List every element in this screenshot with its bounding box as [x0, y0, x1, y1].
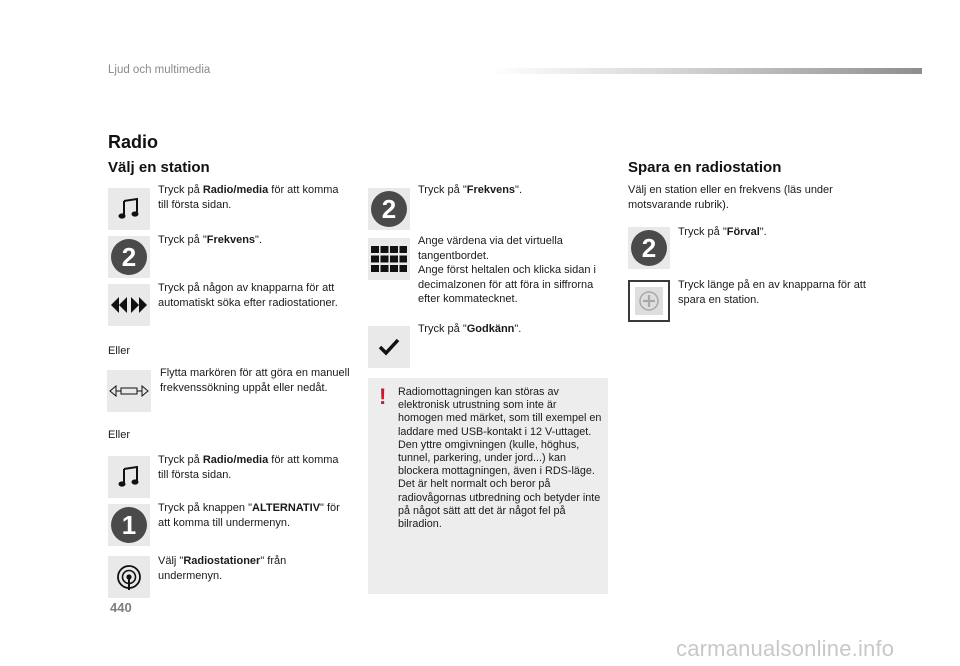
number-2-icon: 2 — [628, 227, 670, 269]
header-gradient-bar — [490, 68, 922, 74]
step-text: Tryck på knappen "ALTERNATIV" för att komma till undermenyn. — [158, 502, 340, 529]
music-note-icon — [108, 456, 150, 498]
eller-label: Eller — [108, 429, 131, 441]
step-text: Tryck på "Förval". — [678, 226, 767, 238]
number-2-icon: 2 — [368, 188, 410, 230]
page-title: Radio — [108, 132, 159, 152]
warning-text: Radiomottagningen kan störas av elektronisk utrustning som inte är homogen med märket, som till exempel en laddare med USB-kontakt i 12 V-uttaget. Den yttre omgivningen (kulle, höghus, tunnel, parkering, under jord...) kan blockera mottagningen, även i RDS-läge. Det är helt normalt och beror på radiovågornas utbredning och betyder inte på något sätt att det är något fel på bilradion. — [398, 386, 602, 531]
warning-exclamation-icon: ! — [379, 384, 387, 409]
add-preset-icon — [628, 280, 670, 322]
step-text: Tryck på "Frekvens". — [158, 234, 263, 246]
seek-arrows-icon — [108, 284, 150, 326]
checkmark-icon — [368, 326, 410, 368]
step-text: Ange värdena via det virtuella tangentbordet. Ange först heltalen och klicka sidan i decimalzonen för att föra in siffrorna efter kommatecknet. — [418, 235, 596, 305]
section-title-save-station: Spara en radiostation — [628, 159, 782, 176]
number-1-icon: 1 — [108, 504, 150, 546]
step-text: Tryck på Radio/media för att komma till första sidan. — [158, 454, 339, 481]
number-2-icon: 2 — [108, 236, 150, 278]
running-header: Ljud och multimedia — [108, 64, 211, 76]
page-number: 440 — [110, 600, 132, 615]
keypad-icon — [368, 238, 410, 280]
step-text: Tryck på "Godkänn". — [418, 323, 522, 335]
step-text: Tryck på någon av knapparna för att automatiskt söka efter radiostationer. — [158, 282, 338, 309]
radio-station-icon — [108, 556, 150, 598]
step-text: Tryck på Radio/media för att komma till första sidan. — [158, 184, 339, 211]
step-text: Välj "Radiostationer" från undermenyn. — [158, 555, 287, 582]
step-text: Tryck på "Frekvens". — [418, 184, 523, 196]
eller-label: Eller — [108, 345, 131, 357]
music-note-icon — [108, 188, 150, 230]
watermark: carmanualsonline.info — [676, 636, 895, 661]
step-text: Tryck länge på en av knapparna för att spara en station. — [678, 279, 866, 306]
section-title-select-station: Välj en station — [108, 159, 210, 176]
intro-text: Välj en station eller en frekvens (läs under motsvarande rubrik). — [628, 184, 833, 211]
slider-icon — [107, 370, 151, 412]
step-text: Flytta markören för att göra en manuell frekvenssökning uppåt eller nedåt. — [160, 367, 350, 394]
